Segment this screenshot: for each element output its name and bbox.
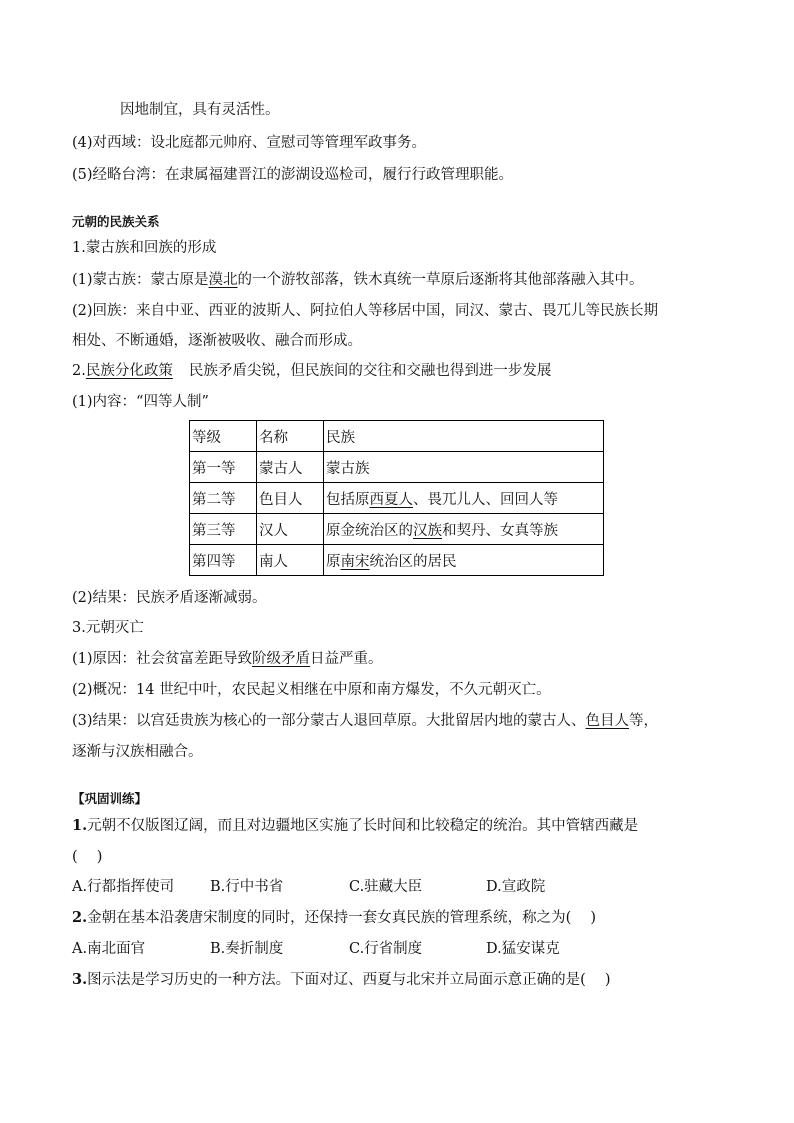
text-span: 统治区的居民 — [369, 553, 457, 570]
option-d[interactable]: D.猛安谋克 — [486, 941, 560, 957]
table-cell-ethnic — [324, 452, 604, 483]
paragraph-line — [72, 649, 383, 669]
table-cell-rank: 第四等 — [190, 545, 257, 576]
option-a[interactable]: A.行都指挥使司 — [72, 879, 175, 895]
text-span: (1)原因：社会贫富差距导致 — [72, 651, 253, 667]
table-cell-name: 南人 — [257, 545, 324, 576]
question-number: 2. — [72, 909, 88, 926]
underlined-term: 色目人 — [585, 713, 630, 729]
option-b[interactable]: B.奏折制度 — [210, 941, 284, 957]
paragraph-line: 相处、不断通婚，逐渐被吸收、融合而形成。 — [72, 333, 362, 349]
text-span: 和契丹、女真等族 — [442, 522, 558, 539]
text-span: 蒙古族 — [326, 460, 370, 477]
table-cell-rank: 第三等 — [190, 514, 257, 545]
table-header-row — [190, 421, 604, 452]
paragraph-line: (2)结果：民族矛盾逐渐减弱。 — [72, 590, 267, 606]
option-c[interactable]: C.行省制度 — [349, 941, 423, 957]
table-row — [190, 452, 604, 483]
table-header-cell: 等级 — [190, 421, 257, 452]
paragraph-line: (2)回族：来自中亚、西亚的波斯人、阿拉伯人等移居中国，同汉、蒙古、畏兀儿等民族长期 — [72, 303, 659, 319]
table-cell-rank: 第二等 — [190, 483, 257, 514]
text-span: 日益严重。 — [310, 651, 383, 667]
table-cell-ethnic — [324, 545, 604, 576]
table-row — [190, 514, 604, 545]
table-cell-ethnic — [324, 483, 604, 514]
table-header-cell: 民族 — [324, 421, 604, 452]
answer-parentheses: ( ) — [72, 849, 103, 865]
paragraph-line — [72, 711, 658, 731]
option-a[interactable]: A.南北面官 — [72, 941, 146, 957]
text-span: 等， — [629, 713, 659, 729]
text-span: 、畏兀儿人、回回人等 — [413, 491, 558, 508]
option-c[interactable]: C.驻藏大臣 — [349, 879, 423, 895]
paragraph-line: 因地制宜，具有灵活性。 — [120, 102, 280, 118]
section-heading: 【巩固训练】 — [72, 791, 148, 806]
underlined-term: 民族分化政策 — [85, 363, 173, 379]
text-span: 民族矛盾尖锐，但民族间的交往和交融也得到进一步发展 — [188, 363, 552, 379]
underlined-term: 漠北 — [208, 272, 238, 288]
option-d[interactable]: D.宣政院 — [486, 879, 546, 895]
text-span: (1)蒙古族：蒙古原是 — [72, 272, 209, 288]
question-1 — [72, 816, 638, 836]
question-3 — [72, 970, 611, 990]
question-text: 图示法是学习历史的一种方法。下面对辽、西夏与北宋并立局面示意正确的是( ) — [87, 972, 611, 988]
text-span: (3)结果：以宫廷贵族为核心的一部分蒙古人退回草原。大批留居内地的蒙古人、 — [72, 713, 586, 729]
underlined-term: 南宋 — [340, 553, 370, 570]
text-span: 包括原 — [326, 491, 370, 508]
text-span: 原 — [326, 553, 341, 570]
subsection-title: 3.元朝灭亡 — [72, 620, 144, 636]
section-heading: 元朝的民族关系 — [72, 214, 160, 229]
subsection-title: 1.蒙古族和回族的形成 — [72, 240, 217, 256]
question-number: 1. — [72, 817, 88, 834]
question-2 — [72, 908, 596, 928]
table-cell-name: 蒙古人 — [257, 452, 324, 483]
paragraph-line: (2)概况：14 世纪中叶，农民起义相继在中原和南方爆发，不久元朝灭亡。 — [72, 682, 551, 698]
subsection-title — [72, 361, 551, 381]
option-b[interactable]: B.行中书省 — [210, 879, 284, 895]
four-class-table — [189, 420, 604, 576]
paragraph-line: (5)经略台湾：在隶属福建晋江的澎湖设巡检司，履行行政管理职能。 — [72, 167, 514, 183]
question-text: 元朝不仅版图辽阔，而且对边疆地区实施了长时间和比较稳定的统治。其中管辖西藏是 — [87, 818, 639, 834]
paragraph-line — [72, 270, 644, 290]
text-span: 的一个游牧部落，铁木真统一草原后逐渐将其他部落融入其中。 — [237, 272, 644, 288]
underlined-term: 阶级矛盾 — [252, 651, 311, 667]
paragraph-line: (4)对西域：设北庭都元帅府、宣慰司等管理军政事务。 — [72, 135, 427, 151]
table-cell-name: 汉人 — [257, 514, 324, 545]
underlined-term: 汉族 — [413, 522, 442, 539]
paragraph-line: 逐渐与汉族相融合。 — [72, 744, 203, 760]
table-cell-rank: 第一等 — [190, 452, 257, 483]
table-header-cell: 名称 — [257, 421, 324, 452]
text-span: 2. — [72, 363, 86, 379]
paragraph-line: (1)内容：“四等人制” — [72, 394, 209, 410]
table-cell-name: 色目人 — [257, 483, 324, 514]
table-cell-ethnic — [324, 514, 604, 545]
question-text: 金朝在基本沿袭唐宋制度的同时，还保持一套女真民族的管理系统，称之为( ) — [87, 910, 597, 926]
question-number: 3. — [72, 971, 88, 988]
table-row — [190, 545, 604, 576]
text-span: 原金统治区的 — [326, 522, 413, 539]
table-row — [190, 483, 604, 514]
underlined-term: 西夏人 — [369, 491, 413, 508]
